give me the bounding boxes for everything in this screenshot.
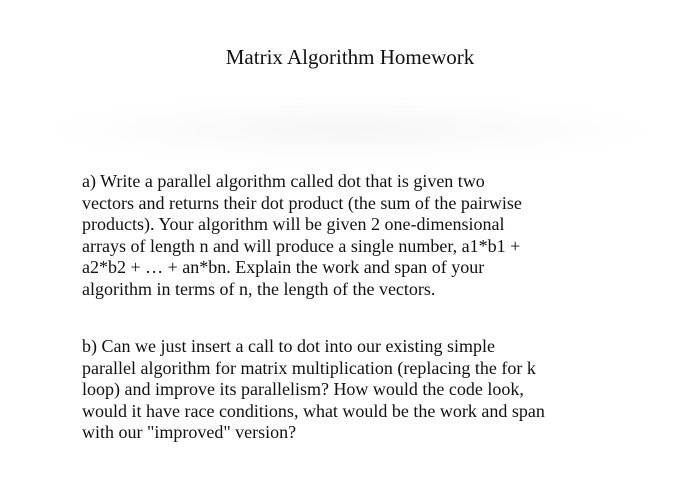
document-title: Matrix Algorithm Homework (225, 45, 475, 69)
scan-smudge (40, 95, 660, 165)
question-a-line: algorithm in terms of n, the length of the vectors. (82, 278, 436, 299)
question-b-line: would it have race conditions, what would be the work and span (82, 400, 545, 421)
question-b-line: with our "improved" version? (82, 422, 297, 442)
question-a-line: products). Your algorithm will be given 2 one-dimensional (82, 214, 505, 234)
question-b (82, 336, 642, 444)
question-a (82, 171, 642, 300)
question-a-line: arrays of length n and will produce a single number, a1*b1 + (82, 235, 521, 256)
question-b-line: parallel algorithm for matrix multiplication (replacing the for k (82, 357, 536, 378)
question-a-line: vectors and returns their dot product (the sum of the pairwise (82, 192, 522, 213)
question-b-line: b) Can we just insert a call to dot into our existing simple (82, 336, 495, 356)
question-a-line: a2*b2 + … + an*bn. Explain the work and span of your (82, 257, 485, 277)
question-b-line: loop) and improve its parallelism? How would the code look, (82, 379, 524, 399)
question-a-line: a) Write a parallel algorithm called dot that is given two (82, 171, 485, 191)
